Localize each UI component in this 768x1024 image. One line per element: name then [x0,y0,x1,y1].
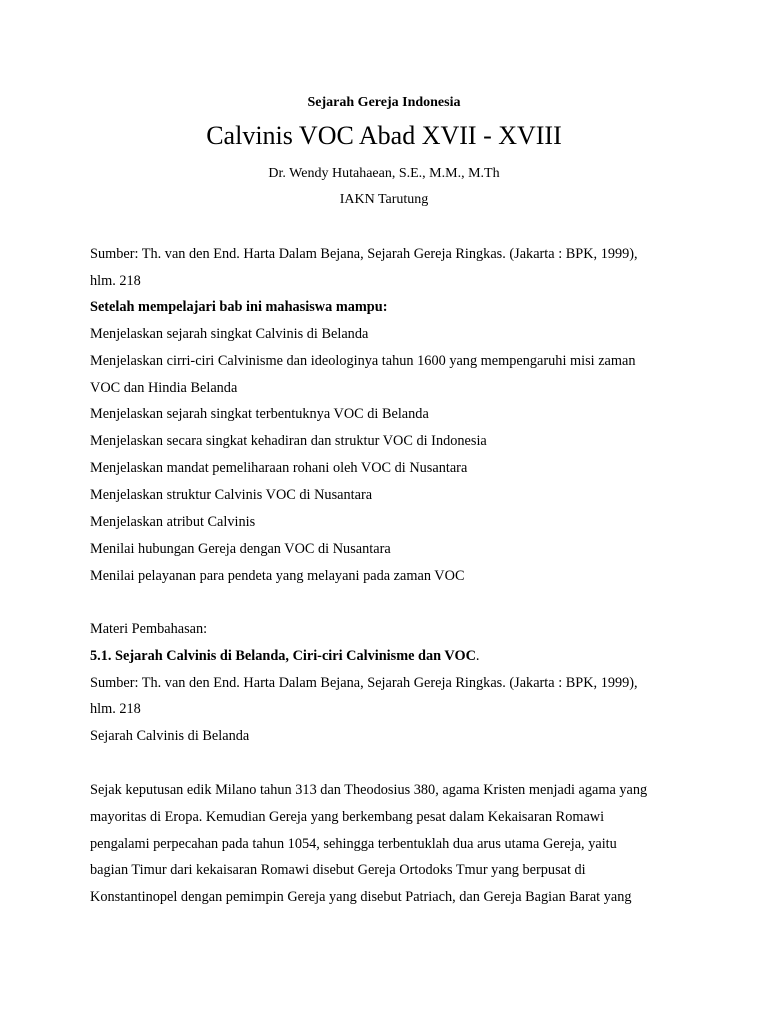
section-heading-period: . [475,648,480,664]
source-citation-line: Sumber: Th. van den End. Harta Dalam Bejana, Sejarah Gereja Ringkas. (Jakarta : BPK, 1999), [90,675,638,691]
section-heading-text: 5.1. Sejarah Calvinis di Belanda, Ciri-ciri Calvinisme dan VOC [90,648,476,664]
objectives-heading: Setelah mempelajari bab ini mahasiswa mampu: [90,299,388,315]
objective-item: Menjelaskan secara singkat kehadiran dan struktur VOC di Indonesia [90,433,487,449]
body-paragraph-line: Konstantinopel dengan pemimpin Gereja yang disebut Patriach, dan Gereja Bagian Barat yang [90,889,632,905]
objective-item: Menjelaskan struktur Calvinis VOC di Nusantara [90,487,373,503]
body-paragraph-line: pengalami perpecahan pada tahun 1054, sehingga terbentuklah dua arus utama Gereja, yaitu [90,836,617,852]
objective-item: Menjelaskan mandat pemeliharaan rohani oleh VOC di Nusantara [90,460,468,476]
objective-item: Menjelaskan sejarah singkat terbentuknya VOC di Belanda [90,406,429,422]
objective-item: Menjelaskan cirri-ciri Calvinisme dan ideologinya tahun 1600 yang mempengaruhi misi zaman [90,353,636,369]
objective-item: VOC dan Hindia Belanda [90,380,238,396]
body-paragraph-line: mayoritas di Eropa. Kemudian Gereja yang berkembang pesat dalam Kekaisaran Romawi [90,809,605,825]
source-citation-line: hlm. 218 [90,273,141,289]
document-subtitle: Sejarah Gereja Indonesia [307,95,461,110]
author-name: Dr. Wendy Hutahaean, S.E., M.M., M.Th [268,166,500,181]
document-title: Calvinis VOC Abad XVII - XVIII [206,121,562,150]
source-citation-line: Sumber: Th. van den End. Harta Dalam Bejana, Sejarah Gereja Ringkas. (Jakarta : BPK, 1999), [90,246,638,262]
subheading: Sejarah Calvinis di Belanda [90,728,250,744]
objective-item: Menjelaskan sejarah singkat Calvinis di Belanda [90,326,369,342]
source-citation-line: hlm. 218 [90,701,141,717]
body-paragraph-line: bagian Timur dari kekaisaran Romawi disebut Gereja Ortodoks Tmur yang berpusat di [90,862,586,878]
objective-item: Menilai hubungan Gereja dengan VOC di Nusantara [90,541,391,557]
body-paragraph-line: Sejak keputusan edik Milano tahun 313 dan Theodosius 380, agama Kristen menjadi agama yang [90,782,648,798]
institution-name: IAKN Tarutung [339,192,429,207]
section-heading [90,647,690,665]
objective-item: Menilai pelayanan para pendeta yang melayani pada zaman VOC [90,568,465,584]
material-label: Materi Pembahasan: [90,621,208,637]
objective-item: Menjelaskan atribut Calvinis [90,514,256,530]
